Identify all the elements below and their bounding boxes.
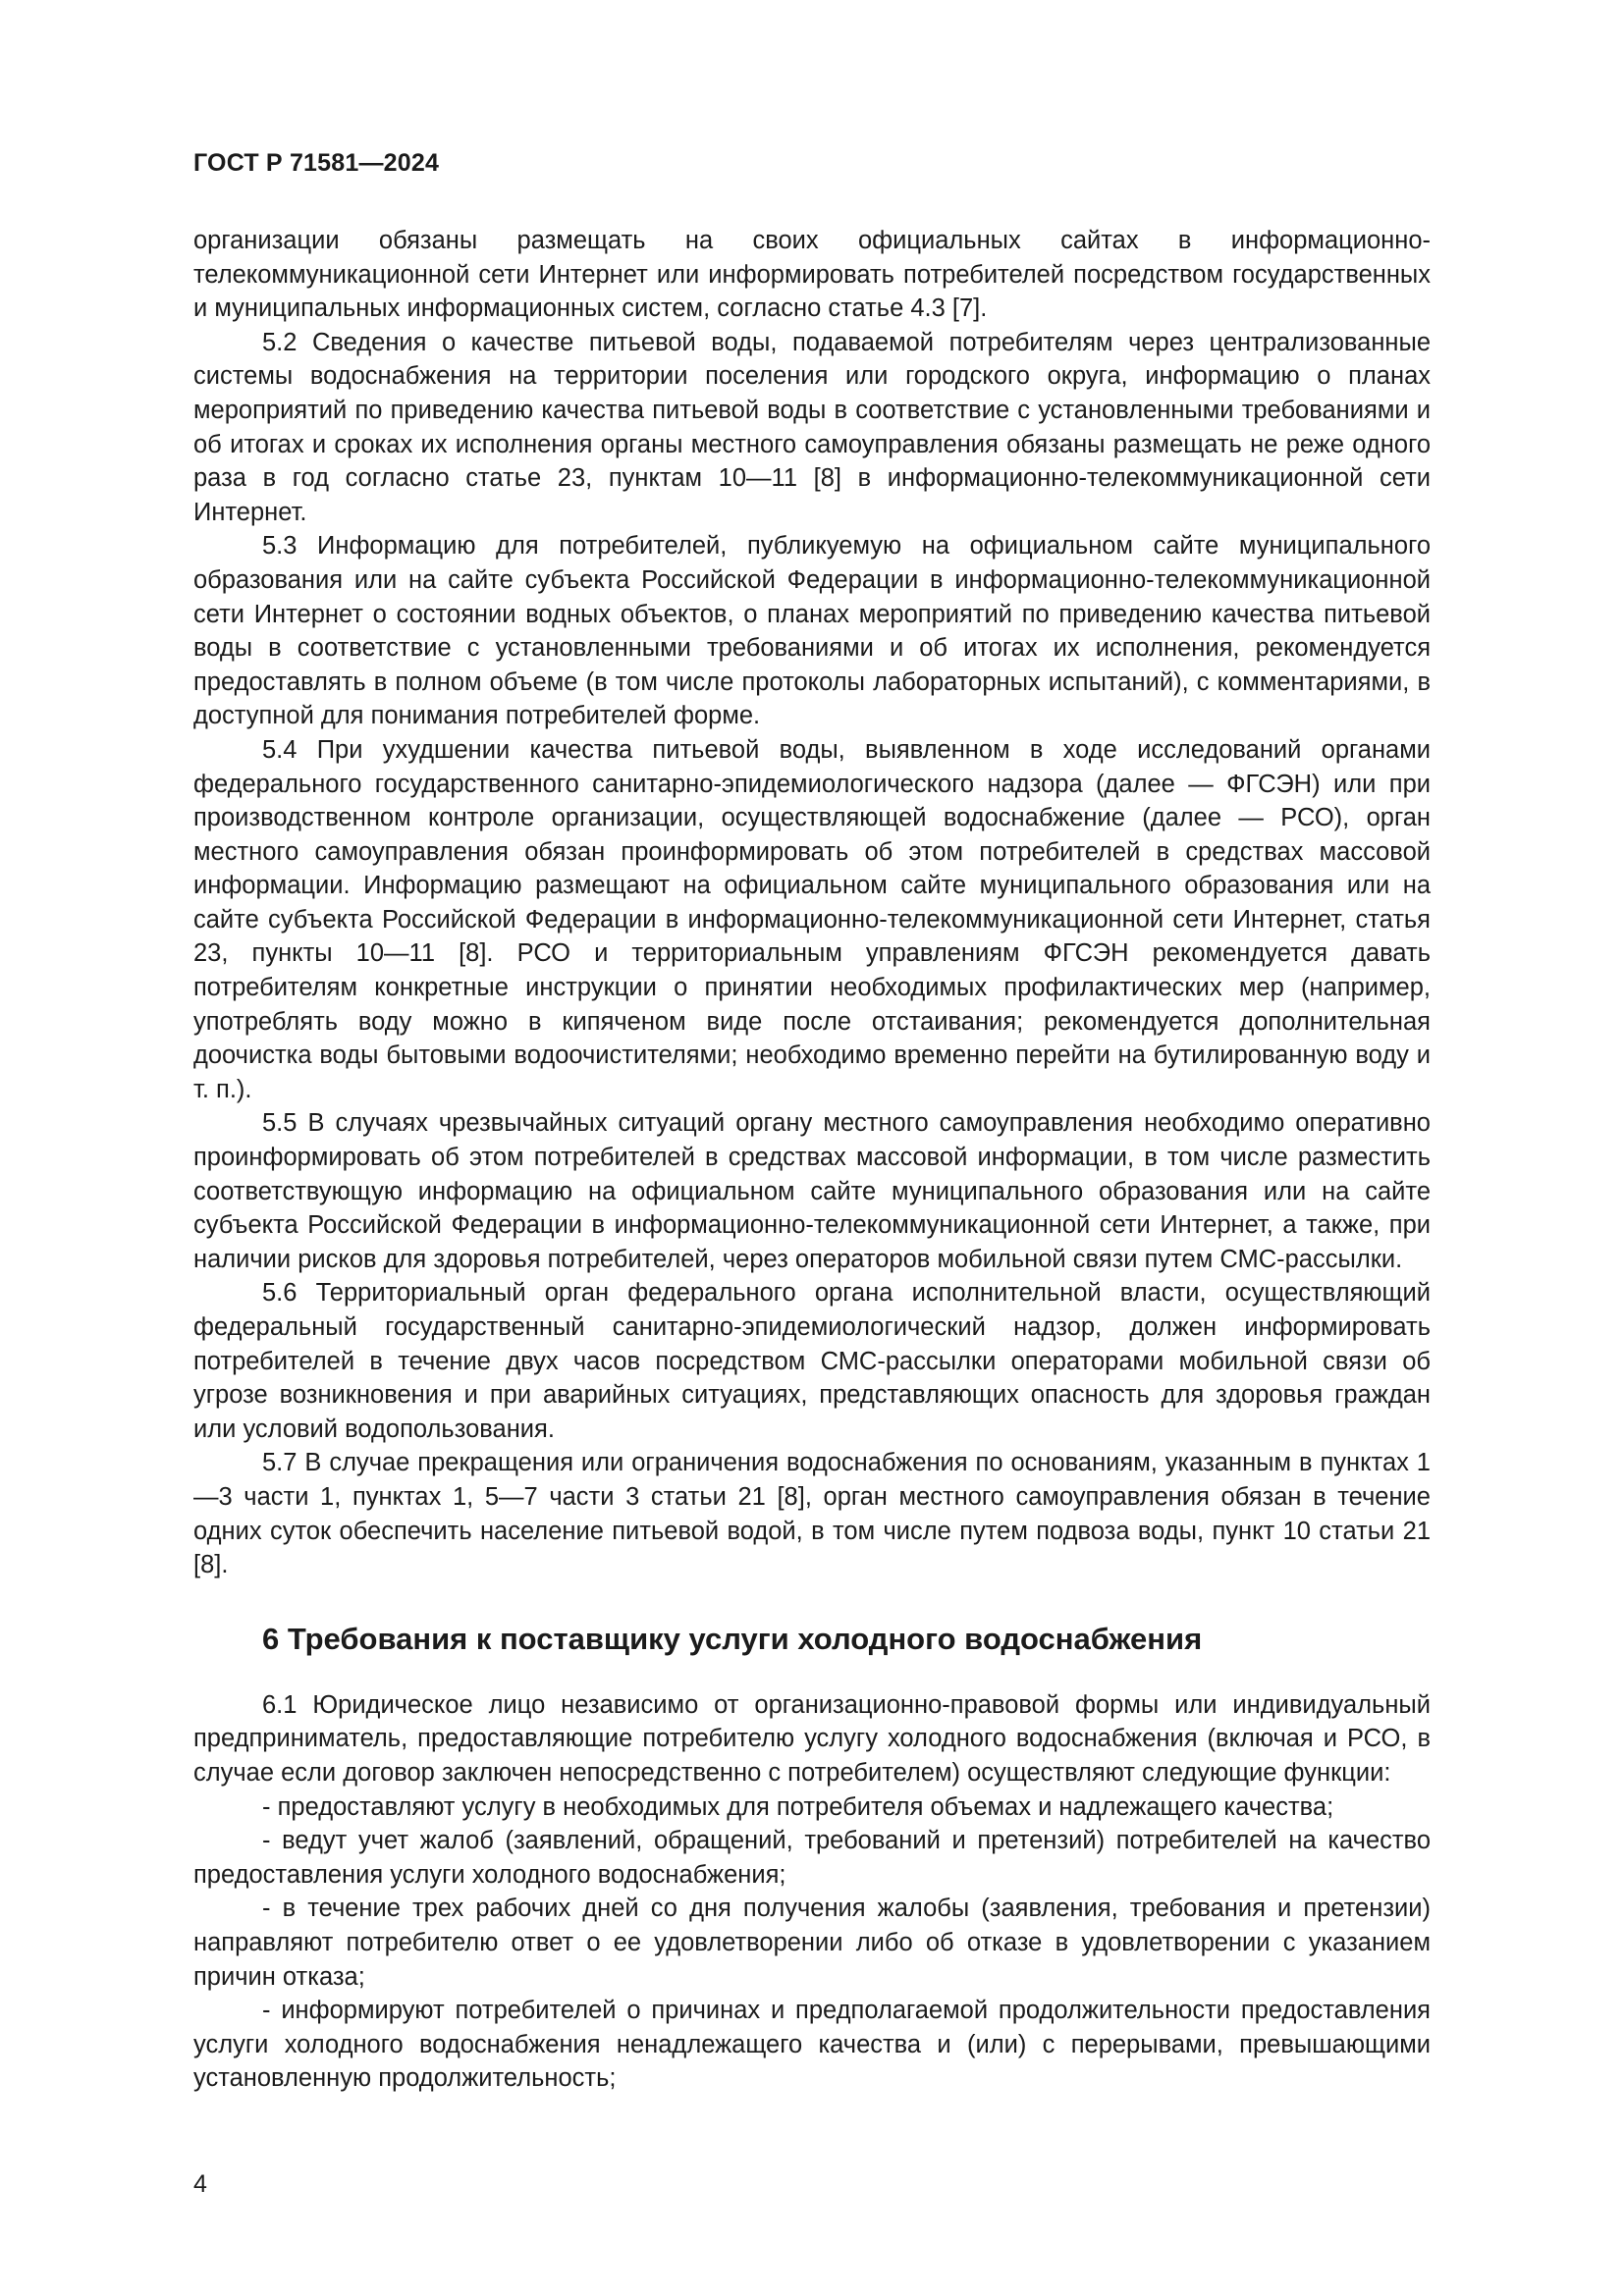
paragraph-5-4: 5.4 При ухудшении качества питьевой воды, выявленном в ходе исследований органами федерального государственного санитарно-эпидемиологического надзора (далее — ФГСЭН) или при производственном контроле организации, осуществляющей водоснабжение (далее — РСО), орган местного самоуправления обязан проинформировать об этом потребителей в средствах массовой информации. Информацию размещают на официальном сайте муниципального образования или на сайте субъекта Российской Федерации в информационно-телекоммуникационной сети Интернет, статья 23, пункты 10—11 [8]. РСО и территориальным управлениям ФГСЭН рекомендуется давать потребителям конкретные инструкции о принятии необходимых профилактических мер (например, употреблять воду можно в кипяченом виде после отстаивания; рекомендуется дополнительная доочистка воды бытовыми водоочистителями; необходимо временно перейти на бутилированную воду и т. п.). xyxy=(193,735,1431,1103)
list-item-service-provision: - предоставляют услугу в необходимых для потребителя объемах и надлежащего качества; xyxy=(262,1792,1334,1821)
list-item-inform-consumers: - информируют потребителей о причинах и предполагаемой продолжительности предоставления услуги холодного водоснабжения ненадлежащего качества и (или) с перерывами, превышающими установленную продолжительность; xyxy=(193,1997,1431,2093)
section-6-heading: 6 Требования к поставщику услуги холодного водоснабжения xyxy=(262,1621,1203,1656)
paragraph-5-7: 5.7 В случае прекращения или ограничения водоснабжения по основаниям, указанным в пунктах 1—3 части 1, пунктах 1, 5—7 части 3 статьи 21 [8], орган местного самоуправления обязан в течение одних суток обеспечить население питьевой водой, в том числе путем подвоза воды, пункт 10 статьи 21 [8]. xyxy=(193,1449,1431,1579)
paragraph-5-2: 5.2 Сведения о качестве питьевой воды, подаваемой потребителям через централизованные системы водоснабжения на территории поселения или городского округа, информацию о планах мероприятий по приведению качества питьевой воды в соответствие с установленными требованиями и об итогах и сроках их исполнения органы местного самоуправления обязаны размещать не реже одного раза в год согласно статье 23, пунктам 10—11 [8] в информационно-телекоммуникационной сети Интернет. xyxy=(193,328,1431,526)
paragraph-5-6: 5.6 Территориальный орган федерального органа исполнительной власти, осуществляющий федеральный государственный санитарно-эпидемиологический надзор, должен информировать потребителей в течение двух часов посредством СМС-рассылки операторами мобильной связи об угрозе возникновения и при аварийных ситуациях, представляющих опасность для здоровья граждан или условий водопользования. xyxy=(193,1279,1431,1443)
paragraph-5-5: 5.5 В случаях чрезвычайных ситуаций органу местного самоуправления необходимо оперативно проинформировать об этом потребителей в средствах массовой информации, в том числе разместить соответствующую информацию на официальном сайте муниципального образования или на сайте субъекта Российской Федерации в информационно-телекоммуникационной сети Интернет, а также, при наличии рисков для здоровья потребителей, через операторов мобильной связи путем СМС-рассылки. xyxy=(193,1109,1431,1273)
page-number: 4 xyxy=(193,2170,207,2198)
paragraph-5-3: 5.3 Информацию для потребителей, публикуемую на официальном сайте муниципального образования или на сайте субъекта Российской Федерации в информационно-телекоммуникационной сети Интернет о состоянии водных объектов, о планах мероприятий по приведению качества питьевой воды в соответствие с установленными требованиями и об итогах их исполнения, рекомендуется предоставлять в полном объеме (в том числе протоколы лабораторных испытаний), с комментариями, в доступной для понимания потребителей форме. xyxy=(193,532,1431,730)
paragraph-continuation: организации обязаны размещать на своих официальных сайтах в информационно-телекоммуникационной сети Интернет или информировать потребителей посредством государственных и муниципальных информационных систем, согласно статье 4.3 [7]. xyxy=(193,227,1431,323)
list-item-complaint-response: - в течение трех рабочих дней со дня получения жалобы (заявления, требования и претензии) направляют потребителю ответ о ее удовлетворении либо об отказе в удовлетворении с указанием причин отказа; xyxy=(193,1895,1431,1991)
document-header-id: ГОСТ Р 71581—2024 xyxy=(193,149,440,177)
paragraph-6-1: 6.1 Юридическое лицо независимо от организационно-правовой формы или индивидуальный предприниматель, предоставляющие потребителю услугу холодного водоснабжения (включая и РСО, в случае если договор заключен непосредственно с потребителем) осуществляют следующие функции: xyxy=(193,1690,1431,1787)
document-body xyxy=(193,224,1431,2096)
list-item-complaint-records: - ведут учет жалоб (заявлений, обращений, требований и претензий) потребителей на качество предоставления услуги холодного водоснабжения; xyxy=(193,1827,1431,1889)
